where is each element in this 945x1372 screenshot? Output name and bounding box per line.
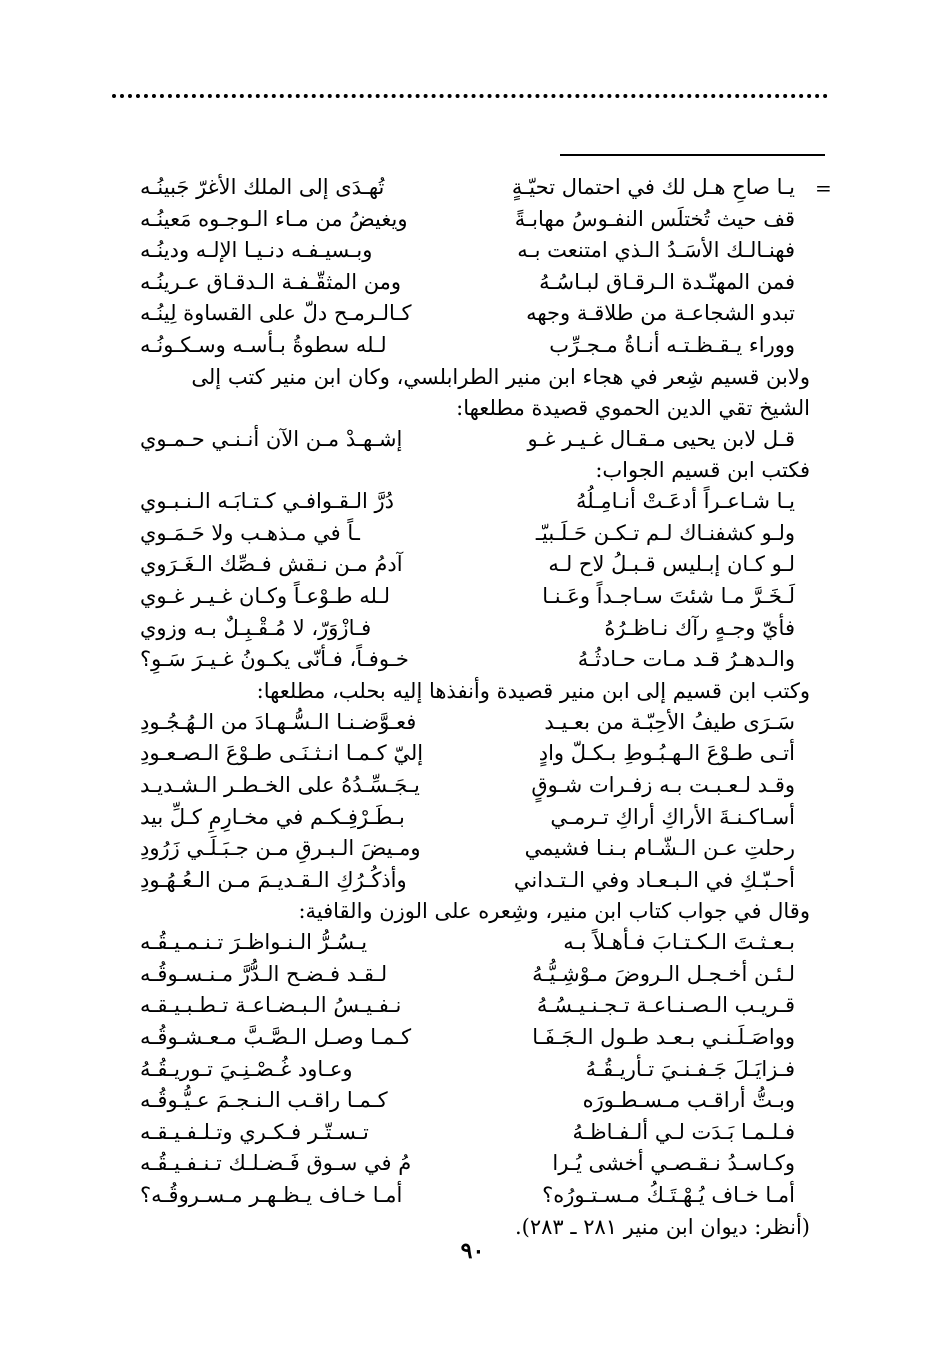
hemistich-second: لـقـد فـضـح الـدُّرَّ مـنـسـوقُـه <box>140 961 388 986</box>
hemistich-second: وبـسيـفـه دنـيـا الإلـه ودينُـه <box>140 238 373 263</box>
footnote-text <box>140 172 810 1243</box>
hemistich-second: ومـيضَ الـبـرقِ مـن جـبَـلَـي زَرُودِ <box>140 836 421 861</box>
hemistich-second: آدمُ مـن نـقش فـصِّك الـغَـرَوي <box>140 552 403 577</box>
reference-note: (أنظر: ديوان ابن منير ٢٨١ ـ ٢٨٣). <box>514 1214 810 1239</box>
hemistich-second: تـسـتّـر فـكـري وتـلـفـيـقـه <box>140 1119 369 1144</box>
verse-line <box>140 581 810 613</box>
hemistich-second: وأذكُـرُكِ الـقـديـمَ مـن الـعُـهُـودِ <box>140 867 407 892</box>
hemistich-first: وقـد لـعـبـت بـه زفـرات شـوقٍ <box>531 772 795 797</box>
hemistich-first: فمن المهنّـدة الـرقـاق لبـاسُـهُ <box>539 269 795 294</box>
verse-line <box>140 927 810 959</box>
verse-line <box>140 802 810 834</box>
verse-line <box>140 518 810 550</box>
hemistich-first: لـئـن أخـجـل الـروضَ مـوْشِـيُّـهُ <box>532 961 795 986</box>
poem-4 <box>140 707 810 897</box>
hemistich-second: يـجَـسِّـدُهُ على الخـطـر الـشـديـد <box>140 772 420 797</box>
hemistich-first: سَـرَى طيفُ الأحِبّـة من بعـيـد <box>544 709 795 734</box>
verse-line <box>140 613 810 645</box>
hemistich-second: خـوفـاً، فـأنّى يكـونُ غـيـرَ سَـوِ؟ <box>140 647 409 672</box>
hemistich-first: تبدو الشجاعـة من طلاقـة وجهه <box>526 301 795 326</box>
hemistich-first: فهنـالـك الأسَـدُ الـذي امتنعت بـه <box>517 238 795 263</box>
verse-line <box>140 204 810 236</box>
poem-5 <box>140 927 810 1211</box>
footnote-continuation-mark: = <box>815 176 832 200</box>
verse-line <box>140 770 810 802</box>
intro-paragraph-4: وكتب ابن قسيم إلى ابن منير قصيدة وأنفذها إليه بحلب، مطلعها: <box>256 678 810 703</box>
hemistich-first: لـو كـان إبـليس قـبـلُ لاح لـه <box>548 552 795 577</box>
hemistich-first: وبـتُّ أراقـب مـسـطـورَه <box>582 1088 795 1113</box>
verse-line <box>140 959 810 991</box>
hemistich-second: دُرَّ الـقـوافـي كـتـابَـه الـنـبـوي <box>140 489 394 514</box>
verse-line <box>140 707 810 739</box>
hemistich-second: فعـوَّضـنـا الـسُّـهـادَ من الـهُـجُـودِ <box>140 709 417 734</box>
hemistich-first: قف حيث تُختلَس النفـوسُ مهابـةً <box>514 206 795 231</box>
verse-line <box>140 1022 810 1054</box>
verse-line <box>140 738 810 770</box>
hemistich-second: إليّ كـمـا انـثـنَـى طـوْعَ الـصـعـودِ <box>140 741 424 766</box>
hemistich-first: وكـاسـدُ نـقـصـي أخشى يُـرا <box>552 1151 795 1176</box>
hemistich-second: لـله طـوْعـاً وكـان غـيـر غـوي <box>140 583 391 608</box>
intro-paragraph-3: فكتب ابن قسيم الجواب: <box>595 458 810 483</box>
hemistich-second: أمـا خـاف يـظـهـر مـسـروقُـه؟ <box>140 1183 403 1208</box>
hemistich-second: نـفـيـسُ الـبـضـاعـة تـطـبـيـقـه <box>140 993 402 1018</box>
hemistich-first: ووراء يـقـظـتـه أنـاةُ مـجـرِّب <box>549 332 795 357</box>
hemistich-second: لـله سطوةُ بـأسـه وسـكـونُـه <box>140 332 387 357</box>
hemistich-second: كـمـا وصـل الـصَّـبَّ مـعـشـوقُـه <box>140 1025 412 1050</box>
hemistich-first: فـلـمـا بَـدَت لـي ألـفـاظـهُ <box>572 1119 795 1144</box>
verse-line <box>140 1054 810 1086</box>
hemistich-second: بـطَـرْفِـكـم في مخـارِمِ كـلِّ بيد <box>140 804 405 829</box>
hemistich-second: كـالـرمـح دلّ على القساوة لِينُـه <box>140 301 412 326</box>
hemistich-second: ومن المثقّـفـة الـدقـاق عـرينُـه <box>140 269 402 294</box>
hemistich-first: يـا صاحِ هـل لك في احتمال تحيّـةٍ <box>511 175 795 199</box>
hemistich-first: فـزايَـلَ جَـفـنـيَ تـأريـقُـهُ <box>585 1056 795 1081</box>
verse-line <box>140 644 810 676</box>
verse-line <box>140 235 810 267</box>
verse-line <box>140 267 810 299</box>
hemistich-first: لَـخَـرَّ مـا شئتَ سـاجـداً وعَـنـا <box>542 583 795 608</box>
intro-paragraph-5: وقال في جواب كتاب ابن منير، وشِعره على الوزن والقافية: <box>298 899 810 924</box>
verse-line <box>140 1085 810 1117</box>
hemistich-first: والـدهـرُ قـد مـات حـادثُـهُ <box>577 647 795 672</box>
hemistich-second: ـاً في مـذهـب ولا حَـمَـوي <box>140 520 360 545</box>
hemistich-first: فأيّ وجـهٍ رآك نـاظـرُهُ <box>604 615 795 640</box>
hemistich-first: أحـبّـكِ في الـبـعـاد وفي الـتـداني <box>513 867 795 892</box>
verse-line <box>140 1117 810 1149</box>
poem-3 <box>140 486 810 676</box>
verse-line <box>140 330 810 362</box>
hemistich-first: رحلتِ عـن الـشّـام بـنـا فشيمي <box>524 836 795 861</box>
hemistich-first: بـعـثـتَ الـكـتـابَ فـأهـلاً بـه <box>563 930 795 955</box>
verse-2 <box>140 424 810 456</box>
verse-line <box>140 865 810 897</box>
hemistich-second: ويغيضُ من مـاء الـوجـوه مَعينُـه <box>140 206 408 231</box>
intro-paragraph-2: ولابن قسيم شِعر في هجاء ابن منير الطرابلسي، وكان ابن منير كتب إلى الشيخ تقي الدين الحموي قصيدة مطلعها: <box>191 364 810 420</box>
hemistich-first: أتـى طـوْعَ الـهـبُـوطِ بـكـلّ وادٍ <box>538 741 795 766</box>
hemistich-first: أسـاكـنـةَ الأراكِ أراكِ تـرمـي <box>550 804 795 829</box>
hemistich-first: قـل لابن يحيى مـقـال غـيـر غـو <box>527 426 795 451</box>
page-number: ٩٠ <box>460 1238 485 1264</box>
hemistich-second: مُ في سـوق فَـضـلـك تـنـفـيـقُـه <box>140 1151 412 1176</box>
verse-line <box>140 298 810 330</box>
hemistich-second: وعـاود غُـصْـنِـيَ تـوريـقُـهُ <box>140 1056 353 1081</box>
hemistich-second: يـسُـرُّ الـنـواظـرَ تـنـمـيـقُـه <box>140 930 368 955</box>
verse-line <box>140 549 810 581</box>
hemistich-second: كـمـا راقـب الـنـجـمَ عـيُّـوقُـه <box>140 1088 388 1113</box>
verse-line <box>140 1148 810 1180</box>
hemistich-first: قـريـب الـصـنـاعـة تـجـنـيـسُـهُ <box>536 993 795 1018</box>
hemistich-first: يـا شـاعـراً أدعَـتْ أنـامِـلُهُ <box>575 489 795 514</box>
hemistich-second: فـازْوَرّ، لا مُـقْـبِـلٌ بـه وزوي <box>140 615 372 640</box>
verse-line <box>140 833 810 865</box>
verse-line <box>140 486 810 518</box>
verse-line <box>140 172 810 204</box>
poem-1 <box>140 172 810 362</box>
dotted-separator <box>112 94 828 98</box>
hemistich-second: إشـهـدْ مـن الآن أنـنـي حـمـوي <box>140 426 403 451</box>
verse-line <box>140 1180 810 1212</box>
hemistich-first: ولـو كشفنـاك لـم تـكـن حَـلَـبيّـ <box>535 520 795 545</box>
footnote-rule <box>560 154 825 156</box>
hemistich-second: تُهـدَى إلى الملك الأغرّ جَبينُـه <box>140 175 385 199</box>
hemistich-first: أمـا خـاف يُـهْـتَـكُ مـسـتـورُه؟ <box>542 1183 795 1208</box>
hemistich-first: وواصَـلَـنـي بـعـد طـول الـجَـفَـا <box>532 1025 795 1050</box>
verse-line <box>140 990 810 1022</box>
